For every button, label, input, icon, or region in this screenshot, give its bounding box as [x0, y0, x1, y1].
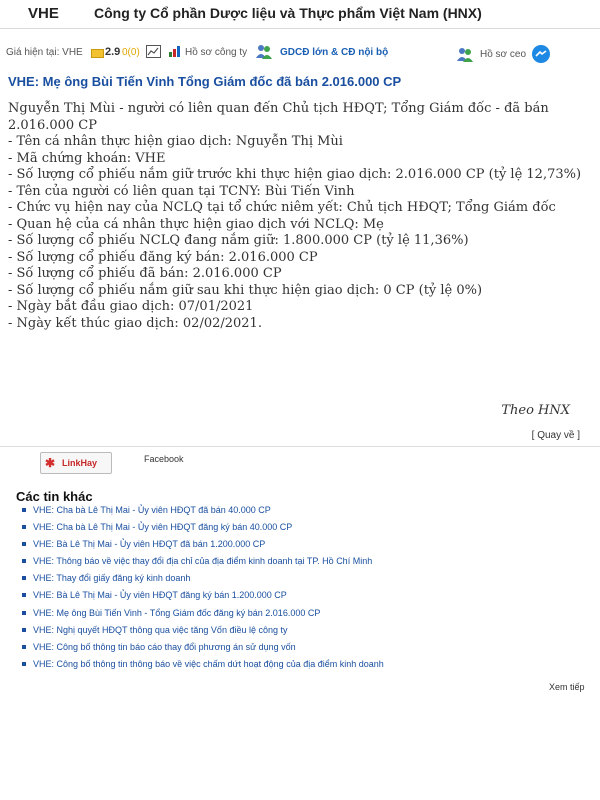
- article-title: VHE: Mẹ ông Bùi Tiến Vinh Tổng Giám đốc đã bán 2.016.000 CP: [8, 74, 402, 89]
- top-header: [0, 0, 600, 29]
- article-line: - Số lượng cổ phiếu đăng ký bán: 2.016.000 CP: [8, 249, 318, 265]
- linkhay-label: LinkHay: [62, 458, 98, 468]
- company-profile-link[interactable]: Hồ sơ công ty: [185, 47, 248, 58]
- article-body: [8, 101, 592, 332]
- current-price: 2.9: [105, 46, 121, 58]
- news-item[interactable]: VHE: Công bố thông tin thông báo về việc chấm dứt hoạt động của địa điểm kinh doanh: [22, 658, 384, 675]
- facebook-share[interactable]: Facebook: [144, 454, 184, 464]
- bullet-icon: [22, 576, 26, 580]
- bullet-icon: [22, 662, 26, 666]
- messenger-icon[interactable]: [532, 45, 550, 63]
- price-flag-icon: [91, 49, 104, 58]
- bullet-icon: [22, 559, 26, 563]
- article-line: - Mã chứng khoán: VHE: [8, 150, 166, 166]
- ceo-profile-link[interactable]: Hồ sơ ceo: [480, 49, 527, 60]
- view-more-link[interactable]: Xem tiếp: [549, 682, 585, 692]
- news-item[interactable]: VHE: Cha bà Lê Thị Mai - Ủy viên HĐQT đăng ký bán 40.000 CP: [22, 521, 384, 538]
- chart-icon[interactable]: [146, 45, 161, 58]
- bullet-icon: [22, 645, 26, 649]
- ceo-people-icon: [456, 46, 474, 63]
- other-news-list: [22, 504, 384, 675]
- bullet-icon: [22, 628, 26, 632]
- price-label: Giá hiện tại: VHE: [6, 47, 83, 58]
- bullet-icon: [22, 611, 26, 615]
- news-item[interactable]: VHE: Công bố thông tin báo cáo thay đổi phương án sử dụng vốn: [22, 641, 384, 658]
- news-item[interactable]: VHE: Thay đổi giấy đăng ký kinh doanh: [22, 572, 384, 589]
- news-item[interactable]: VHE: Mẹ ông Bùi Tiến Vinh - Tổng Giám đốc đăng ký bán 2.016.000 CP: [22, 607, 384, 624]
- article-line: - Ngày bắt đầu giao dịch: 07/01/2021: [8, 299, 254, 314]
- article-line: - Số lượng cổ phiếu nắm giữ sau khi thực hiện giao dịch: 0 CP (tỷ lệ 0%): [8, 282, 483, 298]
- company-name[interactable]: Công ty Cổ phần Dược liệu và Thực phẩm Việt Nam (HNX): [94, 5, 482, 21]
- divider: [0, 446, 600, 447]
- linkhay-icon: ✱: [45, 456, 56, 470]
- news-item[interactable]: VHE: Thông báo về việc thay đổi địa chỉ của địa điểm kinh doanh tại TP. Hồ Chí Minh: [22, 555, 384, 572]
- stock-info-bar: [0, 42, 600, 64]
- bullet-icon: [22, 525, 26, 529]
- news-item[interactable]: VHE: Cha bà Lê Thị Mai - Ủy viên HĐQT đã bán 40.000 CP: [22, 504, 384, 521]
- news-item[interactable]: VHE: Bà Lê Thị Mai - Ủy viên HĐQT đã bán 1.200.000 CP: [22, 538, 384, 555]
- other-news-title: Các tin khác: [16, 489, 93, 504]
- news-item[interactable]: VHE: Bà Lê Thị Mai - Ủy viên HĐQT đăng ký bán 1.200.000 CP: [22, 589, 384, 606]
- back-link[interactable]: [ Quay về ]: [531, 430, 580, 441]
- stock-ticker[interactable]: VHE: [28, 5, 59, 22]
- article-source: Theo HNX: [501, 403, 570, 418]
- article-line: Nguyễn Thị Mùi - người có liên quan đến Chủ tịch HĐQT; Tổng Giám đốc - đã bán 2.016.000 CP: [8, 101, 549, 133]
- article-line: - Số lượng cổ phiếu nắm giữ trước khi thực hiện giao dịch: 2.016.000 CP (tỷ lệ 12,73%): [8, 167, 582, 182]
- price-change: 0(0): [122, 47, 140, 58]
- article-line: - Chức vụ hiện nay của NCLQ tại tổ chức niêm yết: Chủ tịch HĐQT; Tổng Giám đốc: [8, 200, 556, 215]
- bullet-icon: [22, 593, 26, 597]
- shareholders-link[interactable]: GDCĐ lớn & CĐ nội bộ: [280, 47, 389, 58]
- news-item[interactable]: VHE: Nghị quyết HĐQT thông qua việc tăng Vốn điều lệ công ty: [22, 624, 384, 641]
- article-line: - Số lượng cổ phiếu NCLQ đang nắm giữ: 1.800.000 CP (tỷ lệ 11,36%): [8, 233, 469, 248]
- bullet-icon: [22, 508, 26, 512]
- article-line: - Số lượng cổ phiếu đã bán: 2.016.000 CP: [8, 266, 282, 281]
- article-line: - Tên của người có liên quan tại TCNY: Bùi Tiến Vinh: [8, 183, 355, 199]
- article-line: - Ngày kết thúc giao dịch: 02/02/2021.: [8, 315, 262, 331]
- bullet-icon: [22, 542, 26, 546]
- bar-chart-icon: [168, 44, 182, 58]
- article-line: - Tên cá nhân thực hiện giao dịch: Nguyễn Thị Mùi: [8, 134, 343, 149]
- people-icon: [255, 43, 273, 60]
- article-line: - Quan hệ của cá nhân thực hiện giao dịch với NCLQ: Mẹ: [8, 216, 384, 232]
- linkhay-button[interactable]: [40, 452, 112, 474]
